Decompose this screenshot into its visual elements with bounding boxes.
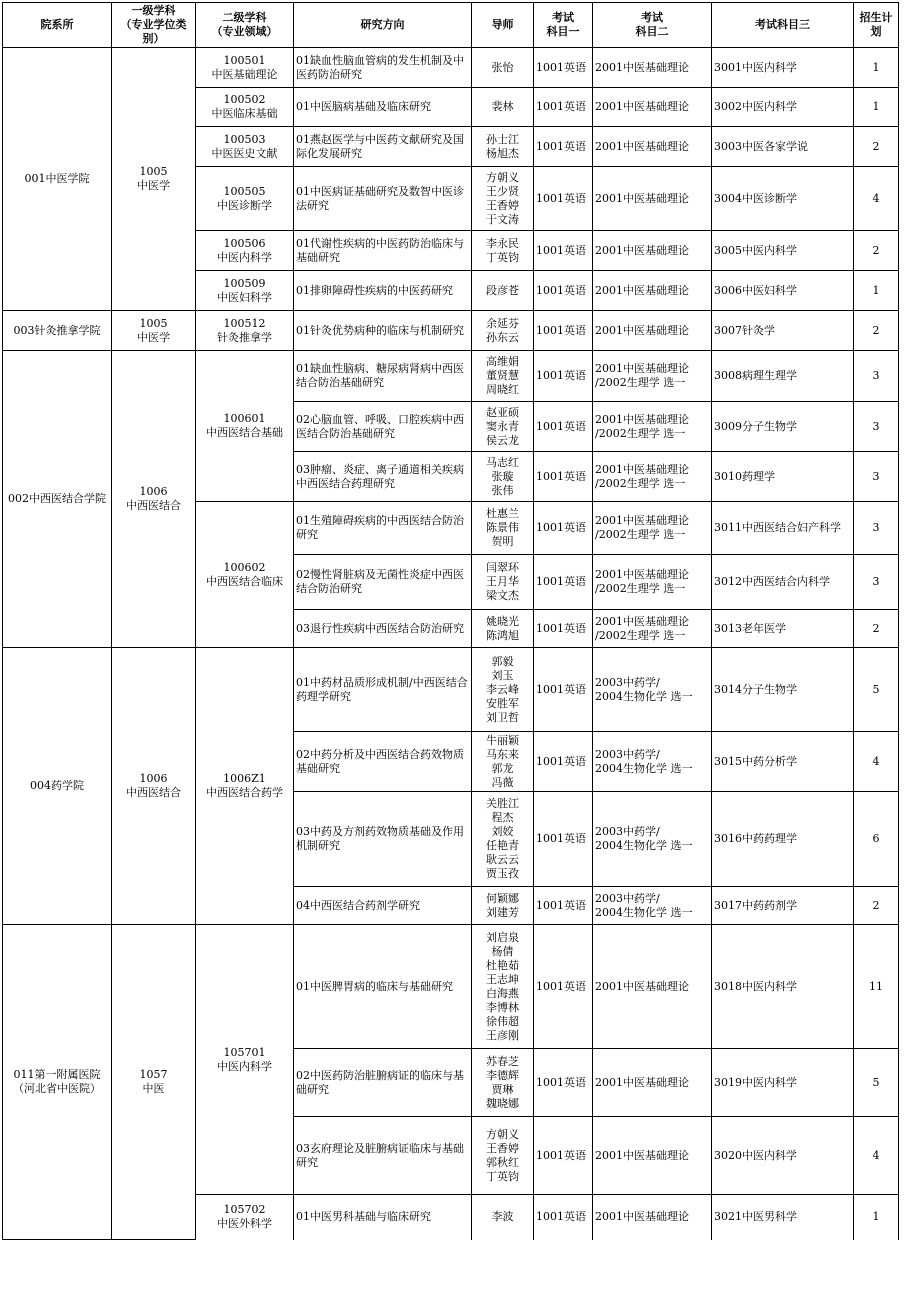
exam1-cell: 1001英语 [534,127,593,167]
exam3-cell: 3011中西医结合妇产科学 [712,502,854,555]
exam2-cell: 2003中药学/ 2004生物化学 选一 [593,887,712,925]
level2-cell: 100509 中医妇科学 [196,271,294,311]
tutor-cell: 李波 [472,1195,534,1240]
exam3-cell: 3005中医内科学 [712,231,854,271]
direction-cell: 01中药材品质形成机制/中西医结合药理学研究 [294,648,472,732]
exam3-cell: 3015中药分析学 [712,732,854,792]
tutor-cell: 马志红 张璇 张伟 [472,452,534,502]
exam2-cell: 2001中医基础理论 /2002生理学 选一 [593,452,712,502]
exam3-cell: 3006中医妇科学 [712,271,854,311]
exam2-cell: 2001中医基础理论 [593,271,712,311]
exam1-cell: 1001英语 [534,402,593,452]
exam1-cell: 1001英语 [534,311,593,351]
dept-cell: 004药学院 [3,648,112,925]
tutor-cell: 张怡 [472,48,534,88]
exam2-cell: 2001中医基础理论 /2002生理学 选一 [593,555,712,610]
dept-cell: 011第一附属医院 （河北省中医院） [3,925,112,1240]
exam3-cell: 3001中医内科学 [712,48,854,88]
header-level1: 一级学科 （专业学位类 别） [112,3,196,48]
quota-cell: 3 [854,555,899,610]
exam2-cell: 2001中医基础理论 [593,88,712,127]
tutor-cell: 闫翠环 王月华 梁文杰 [472,555,534,610]
exam2-cell: 2001中医基础理论 [593,48,712,88]
tutor-cell: 李永民 丁英钧 [472,231,534,271]
exam2-cell: 2001中医基础理论 [593,1195,712,1240]
exam2-cell: 2001中医基础理论 [593,1049,712,1117]
quota-cell: 4 [854,732,899,792]
exam1-cell: 1001英语 [534,1195,593,1240]
tutor-cell: 方朝义 王少贤 王香婷 于文涛 [472,167,534,231]
exam2-cell: 2003中药学/ 2004生物化学 选一 [593,792,712,887]
direction-cell: 03肿瘤、炎症、离子通道相关疾病中西医结合药理研究 [294,452,472,502]
exam1-cell: 1001英语 [534,167,593,231]
table-row [3,311,899,351]
level2-cell: 100506 中医内科学 [196,231,294,271]
header-dept: 院系所 [3,3,112,48]
quota-cell: 1 [854,1195,899,1240]
exam3-cell: 3010药理学 [712,452,854,502]
direction-cell: 01中医男科基础与临床研究 [294,1195,472,1240]
level1-cell: 1006 中西医结合 [112,351,196,648]
exam1-cell: 1001英语 [534,502,593,555]
level1-cell: 1005 中医学 [112,311,196,351]
direction-cell: 01燕赵医学与中医药文献研究及国际化发展研究 [294,127,472,167]
direction-cell: 01缺血性脑病、糖尿病肾病中西医结合防治基础研究 [294,351,472,402]
quota-cell: 2 [854,311,899,351]
exam3-cell: 3009分子生物学 [712,402,854,452]
quota-cell: 1 [854,48,899,88]
quota-cell: 2 [854,887,899,925]
level1-cell: 1005 中医学 [112,48,196,311]
direction-cell: 01排卵障碍性疾病的中医药研究 [294,271,472,311]
exam3-cell: 3017中药药剂学 [712,887,854,925]
exam3-cell: 3013老年医学 [712,610,854,648]
exam3-cell: 3007针灸学 [712,311,854,351]
level2-cell: 105702 中医外科学 [196,1195,294,1240]
quota-cell: 5 [854,648,899,732]
exam1-cell: 1001英语 [534,351,593,402]
exam3-cell: 3018中医内科学 [712,925,854,1049]
direction-cell: 01缺血性脑血管病的发生机制及中医药防治研究 [294,48,472,88]
quota-cell: 2 [854,610,899,648]
exam3-cell: 3019中医内科学 [712,1049,854,1117]
tutor-cell: 段彦苍 [472,271,534,311]
header-direction: 研究方向 [294,3,472,48]
dept-cell: 002中西医结合学院 [3,351,112,648]
exam3-cell: 3008病理生理学 [712,351,854,402]
direction-cell: 01中医病证基础研究及数智中医诊法研究 [294,167,472,231]
direction-cell: 02慢性肾脏病及无菌性炎症中西医结合防治研究 [294,555,472,610]
direction-cell: 01中医脾胃病的临床与基础研究 [294,925,472,1049]
tutor-cell: 刘启泉 杨倩 杜艳茹 王志坤 白海燕 李博林 徐伟超 王彦刚 [472,925,534,1049]
tutor-cell: 牛丽颖 马东来 郭龙 冯薇 [472,732,534,792]
tutor-cell: 杜惠兰 陈景伟 贺明 [472,502,534,555]
direction-cell: 03中药及方剂药效物质基础及作用机制研究 [294,792,472,887]
level2-cell: 100602 中西医结合临床 [196,502,294,648]
level2-cell: 100503 中医医史文献 [196,127,294,167]
direction-cell: 02心脑血管、呼吸、口腔疾病中西医结合防治基础研究 [294,402,472,452]
header-exam2: 考试 科目二 [593,3,712,48]
exam1-cell: 1001英语 [534,732,593,792]
quota-cell: 4 [854,167,899,231]
quota-cell: 5 [854,1049,899,1117]
exam1-cell: 1001英语 [534,452,593,502]
direction-cell: 01生殖障碍疾病的中西医结合防治研究 [294,502,472,555]
exam3-cell: 3014分子生物学 [712,648,854,732]
tutor-cell: 郭毅 刘玉 李云峰 安胜军 刘卫哲 [472,648,534,732]
level2-cell: 105701 中医内科学 [196,925,294,1195]
direction-cell: 02中医药防治脏腑病证的临床与基础研究 [294,1049,472,1117]
quota-cell: 1 [854,88,899,127]
exam2-cell: 2001中医基础理论 [593,925,712,1049]
exam1-cell: 1001英语 [534,1117,593,1195]
header-exam3: 考试科目三 [712,3,854,48]
level1-cell: 1057 中医 [112,925,196,1240]
exam1-cell: 1001英语 [534,610,593,648]
tutor-cell: 方朝义 王香婷 郭秋红 丁英钧 [472,1117,534,1195]
quota-cell: 4 [854,1117,899,1195]
exam1-cell: 1001英语 [534,1049,593,1117]
tutor-cell: 关胜江 程杰 刘姣 任艳青 耿云云 贾玉孜 [472,792,534,887]
table-row [3,648,899,732]
dept-cell: 003针灸推拿学院 [3,311,112,351]
dept-cell: 001中医学院 [3,48,112,311]
quota-cell: 11 [854,925,899,1049]
header-exam1: 考试 科目一 [534,3,593,48]
tutor-cell: 余延芬 孙东云 [472,311,534,351]
tutor-cell: 赵亚硕 窦永青 侯云龙 [472,402,534,452]
level2-cell: 100505 中医诊断学 [196,167,294,231]
header-tutor: 导师 [472,3,534,48]
header-level2: 二级学科 （专业领域） [196,3,294,48]
tutor-cell: 裴林 [472,88,534,127]
exam2-cell: 2001中医基础理论 /2002生理学 选一 [593,610,712,648]
quota-cell: 2 [854,127,899,167]
header-row [3,3,899,48]
level2-cell: 100502 中医临床基础 [196,88,294,127]
quota-cell: 2 [854,231,899,271]
level2-cell: 100512 针灸推拿学 [196,311,294,351]
exam1-cell: 1001英语 [534,48,593,88]
exam2-cell: 2001中医基础理论 [593,1117,712,1195]
quota-cell: 6 [854,792,899,887]
level1-cell: 1006 中西医结合 [112,648,196,925]
table-row [3,48,899,88]
level2-cell: 1006Z1 中西医结合药学 [196,648,294,925]
exam2-cell: 2001中医基础理论 [593,311,712,351]
quota-cell: 3 [854,402,899,452]
exam1-cell: 1001英语 [534,271,593,311]
exam2-cell: 2001中医基础理论 [593,231,712,271]
exam3-cell: 3021中医男科学 [712,1195,854,1240]
exam1-cell: 1001英语 [534,648,593,732]
exam1-cell: 1001英语 [534,925,593,1049]
exam1-cell: 1001英语 [534,555,593,610]
exam2-cell: 2001中医基础理论 /2002生理学 选一 [593,351,712,402]
exam2-cell: 2003中药学/ 2004生物化学 选一 [593,732,712,792]
tutor-cell: 何颖娜 刘建芳 [472,887,534,925]
exam3-cell: 3002中医内科学 [712,88,854,127]
tutor-cell: 高维娟 董贤慧 周晓红 [472,351,534,402]
level2-cell: 100501 中医基础理论 [196,48,294,88]
exam3-cell: 3003中医各家学说 [712,127,854,167]
quota-cell: 3 [854,351,899,402]
exam2-cell: 2001中医基础理论 /2002生理学 选一 [593,502,712,555]
exam2-cell: 2001中医基础理论 [593,127,712,167]
exam3-cell: 3020中医内科学 [712,1117,854,1195]
exam1-cell: 1001英语 [534,88,593,127]
exam2-cell: 2001中医基础理论 [593,167,712,231]
table-row [3,925,899,1049]
direction-cell: 01针灸优势病种的临床与机制研究 [294,311,472,351]
exam1-cell: 1001英语 [534,792,593,887]
table-row [3,351,899,402]
tutor-cell: 姚晓光 陈鸿旭 [472,610,534,648]
level2-cell: 100601 中西医结合基础 [196,351,294,502]
direction-cell: 04中西医结合药剂学研究 [294,887,472,925]
quota-cell: 3 [854,502,899,555]
direction-cell: 01中医脑病基础及临床研究 [294,88,472,127]
direction-cell: 03退行性疾病中西医结合防治研究 [294,610,472,648]
direction-cell: 03玄府理论及脏腑病证临床与基础研究 [294,1117,472,1195]
exam2-cell: 2001中医基础理论 /2002生理学 选一 [593,402,712,452]
header-quota: 招生计 划 [854,3,899,48]
exam1-cell: 1001英语 [534,231,593,271]
exam3-cell: 3004中医诊断学 [712,167,854,231]
direction-cell: 01代谢性疾病的中医药防治临床与基础研究 [294,231,472,271]
direction-cell: 02中药分析及中西医结合药效物质基础研究 [294,732,472,792]
admissions-table [2,2,899,1240]
exam2-cell: 2003中药学/ 2004生物化学 选一 [593,648,712,732]
exam1-cell: 1001英语 [534,887,593,925]
tutor-cell: 苏春芝 李德辉 贾琳 魏晓娜 [472,1049,534,1117]
quota-cell: 1 [854,271,899,311]
quota-cell: 3 [854,452,899,502]
exam3-cell: 3016中药药理学 [712,792,854,887]
tutor-cell: 孙士江 杨旭杰 [472,127,534,167]
exam3-cell: 3012中西医结合内科学 [712,555,854,610]
